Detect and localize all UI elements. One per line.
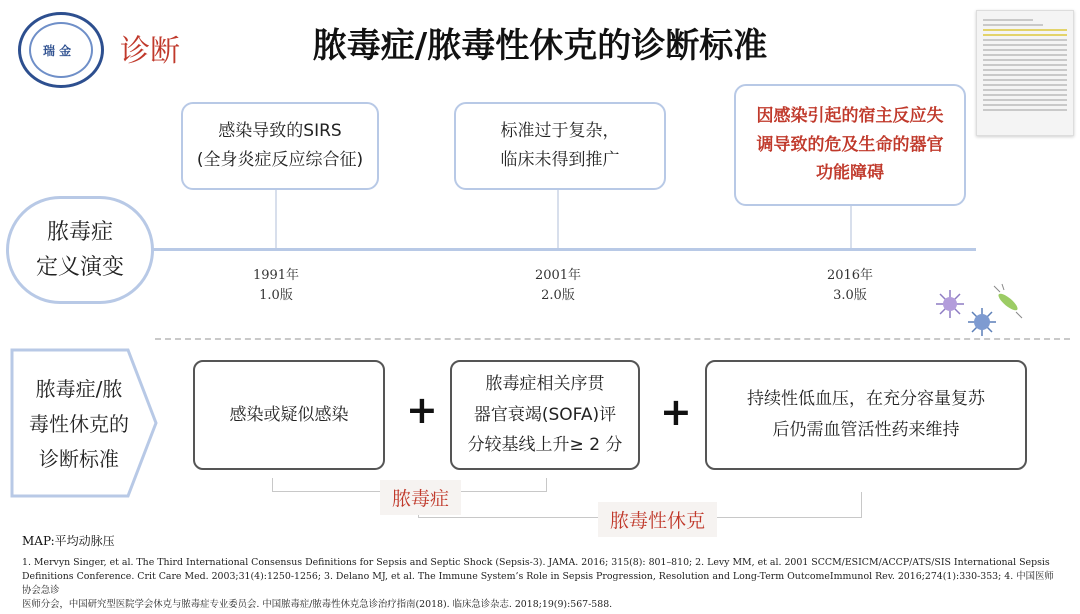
reference-line: Definitions Conference. Crit Care Med. 2003;31(4):1250-1256; 3. Delano MJ, et al. The Immune System’s Role in Sepsis Progression, Resolution and Long-Term OutcomeImmunol Rev. 2016;274(1):330-353; 4. 中国医师协会急诊 — [22, 571, 1054, 597]
criterion-infection — [193, 360, 385, 470]
section-tag: 诊断 — [120, 34, 180, 69]
section-divider — [155, 338, 1070, 340]
box-line: 临床未得到推广 — [500, 150, 620, 170]
box-line: (全身炎症反应综合征) — [196, 150, 364, 170]
criterion-text: 脓毒症相关序贯 — [485, 374, 605, 395]
criterion-text: 分较基线上升≥ 2 分 — [467, 435, 623, 456]
references — [22, 556, 1058, 612]
criterion-sofa — [450, 360, 640, 470]
page-title: 脓毒症/脓毒性休克的诊断标准 — [312, 26, 768, 66]
timeline-tick — [850, 206, 852, 248]
bacteria-illustration-icon — [930, 282, 1030, 338]
plus-sign: + — [406, 388, 438, 432]
timeline-box-2001 — [454, 102, 666, 190]
timeline-box-1991 — [181, 102, 379, 190]
timeline-label-line1: 脓毒症 — [46, 219, 113, 245]
milestone-year: 2001年 — [534, 268, 582, 283]
milestone-version: 3.0版 — [833, 287, 867, 303]
criterion-text: 持续性低血压，在充分容量复苏 — [747, 389, 985, 410]
criterion-text: 后仍需血管活性药来维持 — [772, 420, 960, 440]
milestone-2001 — [518, 266, 598, 305]
milestone-year: 2016年 — [826, 268, 874, 283]
timeline-label-circle — [6, 196, 154, 304]
timeline-tick — [275, 190, 277, 248]
criterion-text: 器官衰竭(SOFA)评 — [473, 404, 617, 425]
plus-sign: + — [660, 390, 692, 434]
sepsis-label: 脓毒症 — [380, 480, 461, 515]
box-line: 因感染引起的宿主反应失 — [756, 105, 944, 126]
paper-thumbnail — [976, 10, 1074, 136]
timeline-box-2016 — [734, 84, 966, 206]
milestone-2016 — [810, 266, 890, 305]
criteria-label-line: 脓毒症/脓 — [35, 377, 123, 401]
criteria-label — [14, 372, 144, 477]
milestone-1991 — [236, 266, 316, 305]
box-line: 标准过于复杂， — [500, 121, 620, 142]
timeline-axis — [150, 248, 976, 251]
criterion-text: 感染或疑似感染 — [229, 404, 349, 425]
logo-text: 瑞 金 — [43, 44, 72, 58]
map-footnote: MAP:平均动脉压 — [22, 534, 115, 548]
septic-shock-label: 脓毒性休克 — [598, 502, 717, 537]
box-line: 调导致的危及生命的器官 — [756, 134, 944, 155]
milestone-year: 1991年 — [252, 268, 300, 283]
timeline-label-line2: 定义演变 — [35, 255, 124, 280]
reference-line: 1. Mervyn Singer, et al. The Third International Consensus Definitions for Sepsis and Septic Shock (Sepsis-3). JAMA. 2016; 315(8): 801–810; 2. Levy MM, et al. 2001 SCCM/ESICM/ACCP/ATS/SIS International Sepsis — [22, 557, 1050, 568]
box-line: 感染导致的SIRS — [218, 121, 342, 142]
reference-line: 医师分会，中国研究型医院学会休克与脓毒症专业委员会. 中国脓毒症/脓毒性休克急诊治疗指南(2018). 临床急诊杂志. 2018;19(9):567-588. — [22, 599, 613, 611]
milestone-version: 1.0版 — [259, 287, 293, 303]
timeline-tick — [557, 190, 559, 248]
box-line: 功能障碍 — [816, 163, 884, 184]
criterion-hypotension — [705, 360, 1027, 470]
milestone-version: 2.0版 — [541, 287, 575, 303]
criteria-label-line: 诊断标准 — [39, 447, 119, 471]
criteria-label-line: 毒性休克的 — [29, 412, 129, 436]
